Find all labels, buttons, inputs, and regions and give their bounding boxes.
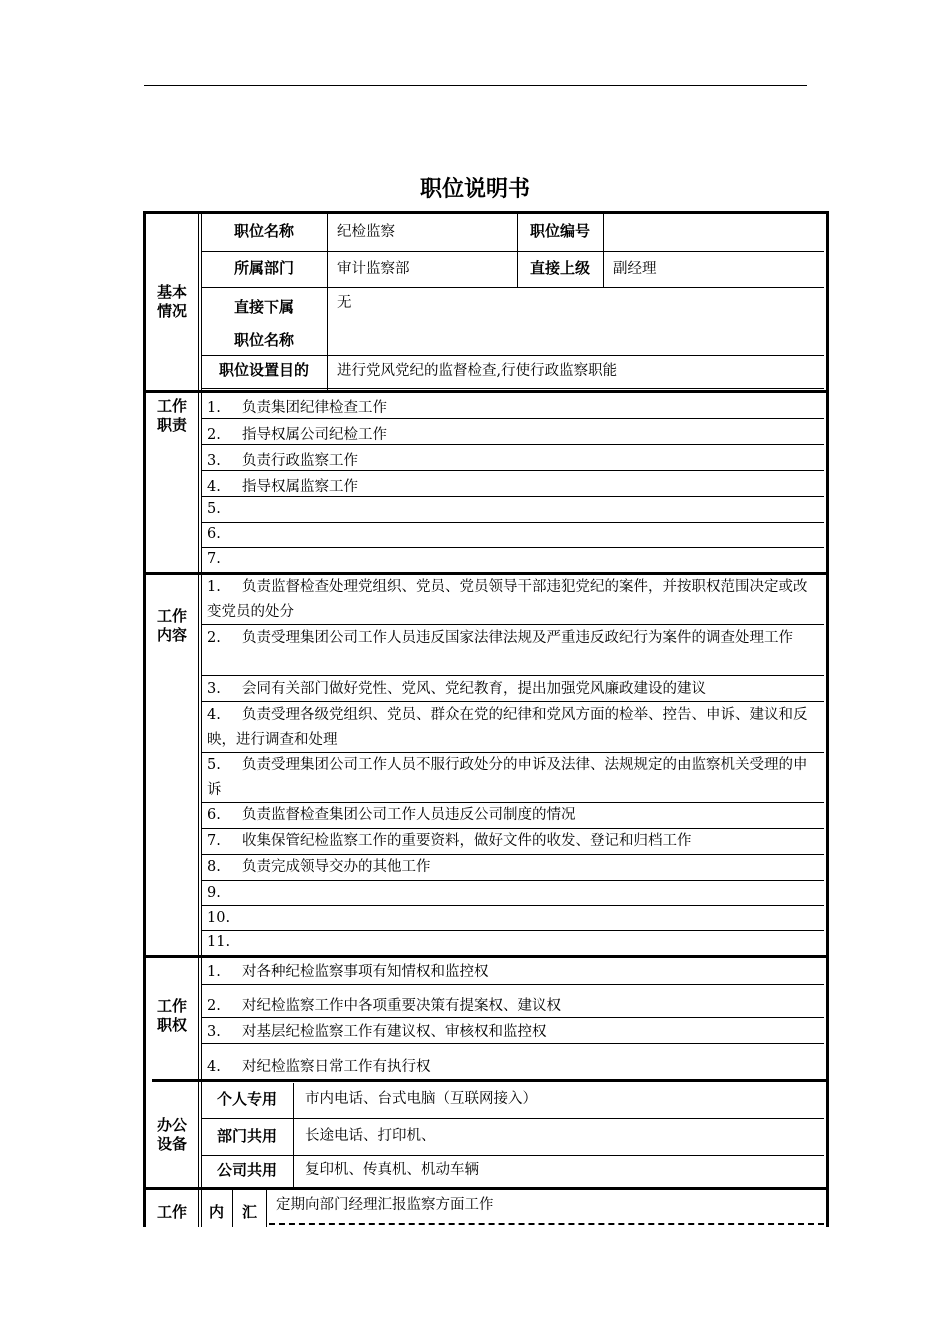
authority-label (146, 997, 198, 1035)
content-item-num: 10. (207, 910, 231, 926)
equipment-company-value: 复印机、传真机、机动车辆 (305, 1162, 479, 1178)
relations-report-value: 定期向部门经理汇报监察方面工作 (276, 1197, 494, 1213)
content-item-num: 2. (207, 630, 221, 646)
content-item (207, 881, 819, 906)
equipment-company-label: 公司共用 (216, 1161, 277, 1179)
duty-item (207, 396, 387, 417)
content-label-text: 工作 内容 (156, 607, 187, 644)
content-item-num: 6. (207, 807, 221, 823)
equipment-department-value: 长途电话、打印机、 (305, 1128, 436, 1144)
content-item-text: 负责监督检查处理党组织、党员、党员领导干部违犯党纪的案件，并按职权范围决定或改变党员的处分 (207, 579, 808, 620)
duty-item (207, 423, 387, 444)
content-item-num: 3. (207, 681, 221, 697)
duty-item-num: 6. (207, 526, 221, 542)
equipment-label-text: 办公 设备 (156, 1116, 187, 1153)
basic-info-label-text: 基本 情况 (156, 283, 187, 320)
authority-item-num: 1. (207, 964, 221, 980)
content-item-num: 4. (207, 707, 221, 723)
content-item-text: 会同有关部门做好党性、党风、党纪教育，提出加强党风廉政建设的建议 (242, 681, 706, 697)
authority-item-num: 2. (207, 998, 221, 1014)
subordinate-value: 无 (337, 295, 352, 311)
duty-item (207, 449, 358, 470)
content-item (207, 803, 819, 828)
duty-item (207, 475, 358, 496)
equipment-personal-value: 市内电话、台式电脑（互联网接入） (305, 1091, 537, 1107)
content-label (146, 607, 198, 645)
position-code-label: 职位编号 (529, 222, 590, 240)
content-item-num: 7. (207, 833, 221, 849)
supervisor-label: 直接上级 (529, 259, 590, 277)
content-item (207, 703, 819, 753)
page-title: 职位说明书 (419, 177, 530, 202)
authority-item (207, 960, 489, 981)
authority-item-num: 3. (207, 1024, 221, 1040)
equipment-department-label: 部门共用 (216, 1127, 277, 1145)
position-name-value: 纪检监察 (337, 224, 395, 240)
duties-label-text: 工作 职责 (156, 397, 187, 434)
duty-item-text: 指导权属公司纪检工作 (242, 427, 387, 443)
content-item (207, 677, 819, 702)
authority-item-num: 4. (207, 1059, 221, 1075)
duty-item (207, 526, 242, 542)
content-item (207, 930, 819, 955)
duty-item-text: 负责行政监察工作 (242, 453, 358, 469)
subordinate-label: 直接下属 职位名称 (233, 298, 294, 349)
authority-item-text: 对纪检监察工作中各项重要决策有提案权、建议权 (242, 998, 561, 1014)
authority-item-text: 对基层纪检监察工作有建议权、审核权和监控权 (242, 1024, 547, 1040)
duty-item-num: 2. (207, 427, 221, 443)
equipment-label (146, 1116, 198, 1154)
content-item-text: 负责受理各级党组织、党员、群众在党的纪律和党风方面的检举、控告、申诉、建议和反映，进行调查和处理 (207, 707, 808, 748)
content-item (207, 626, 819, 651)
basic-info-label (146, 283, 198, 321)
duty-item-text: 指导权属监察工作 (242, 479, 358, 495)
content-item (207, 855, 819, 880)
duty-item-num: 1. (207, 400, 221, 416)
content-item-text: 收集保管纪检监察工作的重要资料，做好文件的收发、登记和归档工作 (242, 833, 692, 849)
content-item (207, 753, 819, 803)
relations-dashed-rule (269, 1223, 824, 1225)
authority-item (207, 1020, 547, 1041)
content-item-num: 5. (207, 757, 221, 773)
authority-item-text: 对纪检监察日常工作有执行权 (242, 1059, 431, 1075)
content-item (207, 575, 819, 625)
content-item (207, 906, 819, 931)
authority-item-text: 对各种纪检监察事项有知情权和监控权 (242, 964, 489, 980)
relations-label: 工作 (156, 1203, 187, 1221)
content-item-text: 负责完成领导交办的其他工作 (242, 859, 431, 875)
department-value: 审计监察部 (337, 261, 410, 277)
content-item (207, 829, 819, 854)
duty-item-num: 7. (207, 551, 221, 567)
duty-item (207, 501, 242, 517)
purpose-value: 进行党风党纪的监督检查,行使行政监察职能 (337, 363, 618, 379)
content-item-num: 9. (207, 885, 221, 901)
duty-item-num: 3. (207, 453, 221, 469)
equipment-personal-label: 个人专用 (216, 1090, 277, 1108)
purpose-label: 职位设置目的 (218, 361, 309, 379)
authority-label-text: 工作 职权 (156, 997, 187, 1034)
content-item-num: 11. (207, 934, 231, 950)
authority-item (207, 1055, 431, 1076)
duty-item-num: 4. (207, 479, 221, 495)
supervisor-value: 副经理 (613, 261, 657, 277)
duty-item (207, 551, 242, 567)
department-label: 所属部门 (233, 259, 294, 277)
duty-item-num: 5. (207, 501, 221, 517)
duties-label (146, 397, 198, 435)
content-item-text: 负责受理集团公司工作人员不服行政处分的申诉及法律、法规规定的由监察机关受理的申诉 (207, 757, 808, 798)
authority-item (207, 994, 561, 1015)
position-name-label: 职位名称 (233, 222, 294, 240)
relations-report-label: 汇 (241, 1203, 257, 1221)
content-item-num: 8. (207, 859, 221, 875)
content-item-text: 负责监督检查集团公司工作人员违反公司制度的情况 (242, 807, 576, 823)
content-item-num: 1. (207, 579, 221, 595)
duty-item-text: 负责集团纪律检查工作 (242, 400, 387, 416)
relations-internal-label: 内 (208, 1203, 224, 1221)
content-item-text: 负责受理集团公司工作人员违反国家法律法规及严重违反政纪行为案件的调查处理工作 (242, 630, 793, 646)
header-rule (144, 85, 807, 86)
